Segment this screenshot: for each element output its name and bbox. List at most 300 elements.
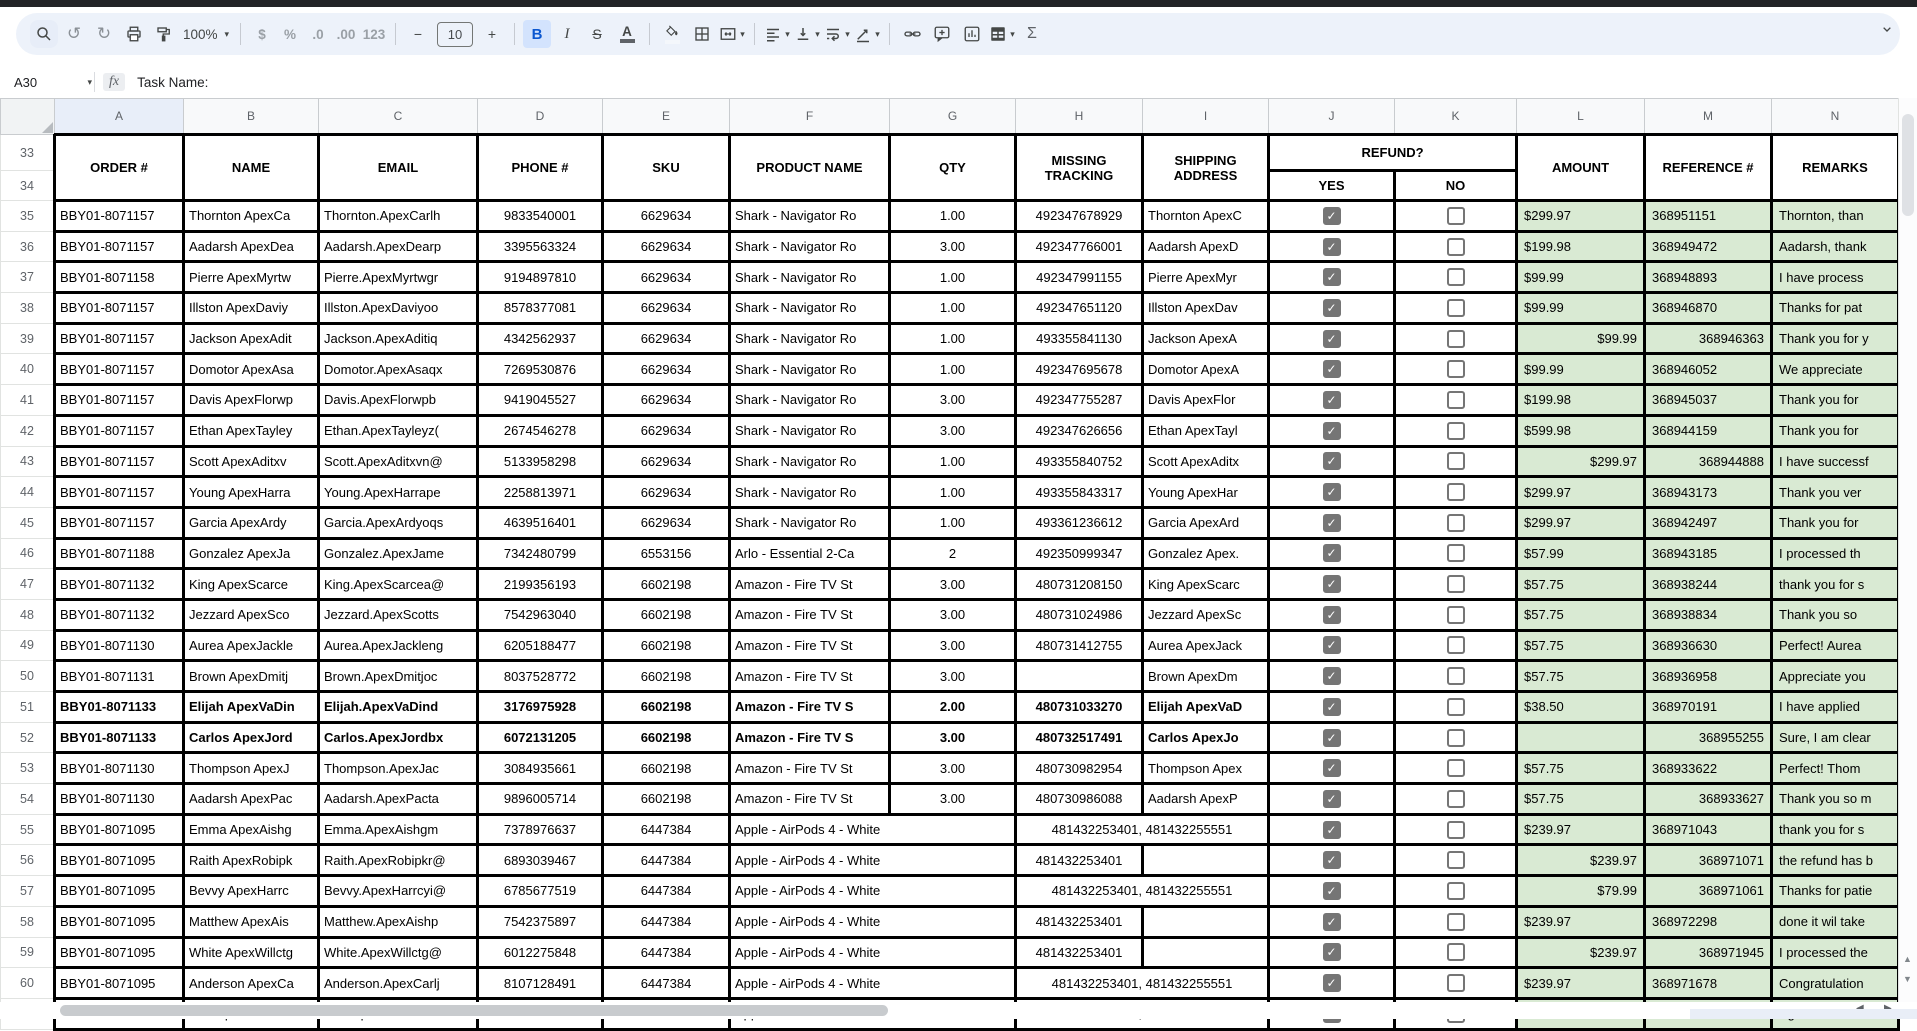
cell-qty[interactable]: 2 [890, 538, 1016, 569]
cell-sku[interactable]: 6629634 [603, 446, 730, 477]
checkbox-no[interactable] [1447, 974, 1465, 992]
cell-refund-yes[interactable] [1269, 753, 1395, 784]
cell-phone[interactable]: 7342480799 [478, 538, 603, 569]
cell-remarks[interactable]: Perfect! Thom [1772, 753, 1899, 784]
checkbox-yes[interactable]: ✓ [1323, 790, 1341, 808]
cell-amount[interactable]: $79.99 [1517, 876, 1645, 907]
cell-reference[interactable]: 368949472 [1645, 231, 1772, 262]
cell-product[interactable]: Shark - Navigator Ro [730, 446, 890, 477]
cell-sku[interactable]: 6629634 [603, 201, 730, 232]
cell-email[interactable]: Garcia.ApexArdyoqs [319, 507, 478, 538]
cell-product[interactable]: Amazon - Fire TV St [730, 569, 890, 600]
increase-decimal-icon[interactable]: .00 [336, 26, 356, 42]
cell-email[interactable]: Ethan.ApexTayleyz( [319, 415, 478, 446]
row-header-38[interactable]: 38 [1, 293, 55, 324]
checkbox-no[interactable] [1447, 790, 1465, 808]
cell-refund-yes[interactable] [1269, 876, 1395, 907]
cell-remarks[interactable]: Thank you for [1772, 507, 1899, 538]
cell-remarks[interactable]: Thanks for pat [1772, 293, 1899, 324]
checkbox-no[interactable] [1447, 636, 1465, 654]
row-header-41[interactable]: 41 [1, 385, 55, 416]
row-header-55[interactable]: 55 [1, 814, 55, 845]
cell-shipping[interactable]: Ethan ApexTayl [1143, 415, 1269, 446]
cell-shipping[interactable]: Elijah ApexVaD [1143, 692, 1269, 723]
cell-name[interactable]: Davis ApexFlorwp [184, 385, 319, 416]
cell-phone[interactable]: 9896005714 [478, 784, 603, 815]
horizontal-scrollbar-thumb[interactable] [60, 1005, 888, 1016]
cell-refund-no[interactable] [1395, 845, 1517, 876]
cell-refund-yes[interactable] [1269, 845, 1395, 876]
cell-phone[interactable]: 8037528772 [478, 661, 603, 692]
column-header-J[interactable]: J [1269, 99, 1395, 135]
cell-phone[interactable]: 6072131205 [478, 722, 603, 753]
cell-email[interactable]: Gonzalez.ApexJame [319, 538, 478, 569]
cell-email[interactable]: Young.ApexHarrape [319, 477, 478, 508]
column-header-N[interactable]: N [1772, 99, 1899, 135]
header-order[interactable]: ORDER # [55, 135, 184, 201]
checkbox-no[interactable] [1447, 913, 1465, 931]
cell-tracking[interactable]: 481432253401 [1016, 937, 1143, 968]
cell-refund-yes[interactable] [1269, 692, 1395, 723]
cell-phone[interactable]: 9833540001 [478, 201, 603, 232]
cell-qty[interactable]: 3.00 [890, 661, 1016, 692]
row-header-48[interactable]: 48 [1, 599, 55, 630]
cell-remarks[interactable]: I processed the [1772, 937, 1899, 968]
cell-tracking[interactable]: 480731208150 [1016, 569, 1143, 600]
header-name[interactable]: NAME [184, 135, 319, 201]
strikethrough-button[interactable] [583, 20, 611, 48]
cell-refund-yes[interactable] [1269, 201, 1395, 232]
cell-phone[interactable]: 6205188477 [478, 630, 603, 661]
cell-tracking[interactable]: 481432253401 [1016, 845, 1143, 876]
checkbox-yes[interactable]: ✓ [1323, 913, 1341, 931]
cell-refund-no[interactable] [1395, 722, 1517, 753]
cell-amount[interactable]: $199.98 [1517, 385, 1645, 416]
checkbox-yes[interactable]: ✓ [1323, 698, 1341, 716]
checkbox-no[interactable] [1447, 452, 1465, 470]
cell-qty[interactable]: 3.00 [890, 753, 1016, 784]
cell-order[interactable]: BBY01-8071095 [55, 845, 184, 876]
cell-shipping[interactable] [1143, 906, 1269, 937]
cell-product[interactable]: Shark - Navigator Ro [730, 262, 890, 293]
header-qty[interactable]: QTY [890, 135, 1016, 201]
cell-product[interactable]: Arlo - Essential 2-Ca [730, 538, 890, 569]
row-header-53[interactable]: 53 [1, 753, 55, 784]
cell-remarks[interactable]: We appreciate [1772, 354, 1899, 385]
row-header-58[interactable]: 58 [1, 906, 55, 937]
cell-remarks[interactable]: Perfect! Aurea [1772, 630, 1899, 661]
checkbox-yes[interactable]: ✓ [1323, 606, 1341, 624]
cell-email[interactable]: Illston.ApexDaviyoo [319, 293, 478, 324]
cell-product[interactable]: Apple - AirPods 4 - White [730, 814, 1016, 845]
cell-product[interactable]: Apple - AirPods 4 - White [730, 937, 1016, 968]
cell-sku[interactable]: 6602198 [603, 661, 730, 692]
checkbox-yes[interactable]: ✓ [1323, 729, 1341, 747]
cell-order[interactable]: BBY01-8071131 [55, 661, 184, 692]
header-no[interactable]: NO [1395, 171, 1517, 201]
cell-refund-yes[interactable] [1269, 415, 1395, 446]
cell-amount[interactable]: $57.75 [1517, 630, 1645, 661]
cell-sku[interactable]: 6447384 [603, 845, 730, 876]
cell-tracking[interactable]: 492347991155 [1016, 262, 1143, 293]
redo-icon[interactable]: ↻ [96, 24, 112, 43]
cell-amount[interactable]: $57.75 [1517, 784, 1645, 815]
cell-reference[interactable]: 368971071 [1645, 845, 1772, 876]
cell-email[interactable]: Davis.ApexFlorwpb [319, 385, 478, 416]
cell-phone[interactable]: 2199356193 [478, 569, 603, 600]
cell-name[interactable]: Thornton ApexCa [184, 201, 319, 232]
cell-refund-no[interactable] [1395, 415, 1517, 446]
header-email[interactable]: EMAIL [319, 135, 478, 201]
header-shipping[interactable]: SHIPPING ADDRESS [1143, 135, 1269, 201]
cell-reference[interactable]: 368933627 [1645, 784, 1772, 815]
cell-name[interactable]: Aadarsh ApexPac [184, 784, 319, 815]
cell-reference[interactable]: 368933622 [1645, 753, 1772, 784]
cell-shipping[interactable]: Pierre ApexMyr [1143, 262, 1269, 293]
row-header-54[interactable]: 54 [1, 784, 55, 815]
header-tracking[interactable]: MISSING TRACKING [1016, 135, 1143, 201]
cell-tracking[interactable]: 480732517491 [1016, 722, 1143, 753]
cell-refund-yes[interactable] [1269, 814, 1395, 845]
cell-refund-no[interactable] [1395, 753, 1517, 784]
cell-order[interactable]: BBY01-8071157 [55, 354, 184, 385]
cell-refund-no[interactable] [1395, 385, 1517, 416]
cell-refund-yes[interactable] [1269, 507, 1395, 538]
cell-refund-no[interactable] [1395, 814, 1517, 845]
cell-email[interactable]: Anderson.ApexCarlj [319, 968, 478, 999]
cell-tracking[interactable]: 481432253401 [1016, 906, 1143, 937]
checkbox-no[interactable] [1447, 943, 1465, 961]
cell-qty[interactable]: 1.00 [890, 507, 1016, 538]
cell-reference[interactable]: 368944888 [1645, 446, 1772, 477]
header-remarks[interactable]: REMARKS [1772, 135, 1899, 201]
cell-name[interactable]: Gonzalez ApexJa [184, 538, 319, 569]
cell-reference[interactable]: 368943185 [1645, 538, 1772, 569]
cell-sku[interactable]: 6447384 [603, 876, 730, 907]
cell-shipping[interactable]: Gonzalez Apex. [1143, 538, 1269, 569]
cell-order[interactable]: BBY01-8071157 [55, 385, 184, 416]
cell-refund-no[interactable] [1395, 262, 1517, 293]
cell-amount[interactable]: $57.75 [1517, 569, 1645, 600]
cell-sku[interactable]: 6629634 [603, 415, 730, 446]
cell-refund-yes[interactable] [1269, 599, 1395, 630]
cell-product[interactable]: Apple - AirPods 4 - White [730, 876, 1016, 907]
cell-tracking[interactable]: 492347678929 [1016, 201, 1143, 232]
cell-name[interactable]: Pierre ApexMyrtw [184, 262, 319, 293]
merge-cells-icon[interactable] [718, 20, 746, 48]
increase-font-size-button[interactable]: + [487, 26, 497, 42]
checkbox-yes[interactable]: ✓ [1323, 759, 1341, 777]
row-header-36[interactable]: 36 [1, 231, 55, 262]
cell-remarks[interactable]: I processed th [1772, 538, 1899, 569]
cell-product[interactable]: Amazon - Fire TV St [730, 753, 890, 784]
vertical-scrollbar-thumb[interactable] [1902, 114, 1914, 216]
cell-remarks[interactable]: I have applied [1772, 692, 1899, 723]
cell-name[interactable]: Emma ApexAishg [184, 814, 319, 845]
cell-refund-yes[interactable] [1269, 722, 1395, 753]
toolbar-collapse-icon[interactable] [1879, 21, 1895, 42]
cell-shipping[interactable]: Illston ApexDav [1143, 293, 1269, 324]
cell-order[interactable]: BBY01-8071095 [55, 876, 184, 907]
cell-product[interactable]: Shark - Navigator Ro [730, 385, 890, 416]
cell-remarks[interactable]: Sure, I am clear [1772, 722, 1899, 753]
cell-refund-no[interactable] [1395, 968, 1517, 999]
checkbox-no[interactable] [1447, 483, 1465, 501]
cell-qty[interactable]: 1.00 [890, 293, 1016, 324]
cell-reference[interactable]: 368946052 [1645, 354, 1772, 385]
header-phone[interactable]: PHONE # [478, 135, 603, 201]
cell-order[interactable]: BBY01-8071095 [55, 968, 184, 999]
cell-refund-no[interactable] [1395, 906, 1517, 937]
table-icon[interactable] [988, 20, 1016, 48]
cell-name[interactable]: Brown ApexDmitj [184, 661, 319, 692]
cell-shipping[interactable]: Young ApexHar [1143, 477, 1269, 508]
cell-phone[interactable]: 9419045527 [478, 385, 603, 416]
cell-name[interactable]: Anderson ApexCa [184, 968, 319, 999]
cell-sku[interactable]: 6553156 [603, 538, 730, 569]
cell-phone[interactable]: 2674546278 [478, 415, 603, 446]
checkbox-no[interactable] [1447, 299, 1465, 317]
cell-phone[interactable]: 9194897810 [478, 262, 603, 293]
checkbox-yes[interactable]: ✓ [1323, 452, 1341, 470]
cell-name[interactable]: Thompson ApexJ [184, 753, 319, 784]
bold-button[interactable]: B [523, 20, 551, 48]
cell-email[interactable]: Brown.ApexDmitjoc [319, 661, 478, 692]
cell-tracking[interactable]: 493355841130 [1016, 323, 1143, 354]
insert-comment-icon[interactable] [928, 20, 956, 48]
select-all-corner[interactable] [1, 99, 55, 135]
cell-email[interactable]: Jackson.ApexAditiq [319, 323, 478, 354]
text-color-button[interactable] [613, 20, 641, 48]
cell-tracking[interactable]: 492347755287 [1016, 385, 1143, 416]
header-yes[interactable]: YES [1269, 171, 1395, 201]
cell-order[interactable]: BBY01-8071130 [55, 630, 184, 661]
cell-amount[interactable]: $599.98 [1517, 415, 1645, 446]
cell-remarks[interactable]: Thank you for y [1772, 323, 1899, 354]
cell-name[interactable]: Ethan ApexTayley [184, 415, 319, 446]
cell-shipping[interactable]: Jezzard ApexSc [1143, 599, 1269, 630]
cell-reference[interactable]: 368936958 [1645, 661, 1772, 692]
cell-phone[interactable]: 6893039467 [478, 845, 603, 876]
cell-amount[interactable]: $299.97 [1517, 507, 1645, 538]
cell-tracking[interactable]: 480730986088 [1016, 784, 1143, 815]
print-icon[interactable] [120, 20, 148, 48]
column-header-M[interactable]: M [1645, 99, 1772, 135]
cell-refund-no[interactable] [1395, 354, 1517, 385]
cell-amount[interactable]: $99.99 [1517, 293, 1645, 324]
cell-sku[interactable]: 6447384 [603, 937, 730, 968]
cell-product[interactable]: Shark - Navigator Ro [730, 293, 890, 324]
cell-phone[interactable]: 6012275848 [478, 937, 603, 968]
header-product[interactable]: PRODUCT NAME [730, 135, 890, 201]
cell-name[interactable]: Raith ApexRobipk [184, 845, 319, 876]
cell-email[interactable]: Matthew.ApexAishp [319, 906, 478, 937]
cell-tracking[interactable]: 481432253401, 481432255551 [1016, 968, 1269, 999]
cell-amount[interactable]: $239.97 [1517, 845, 1645, 876]
cell-reference[interactable]: 368938834 [1645, 599, 1772, 630]
cell-product[interactable]: Amazon - Fire TV St [730, 630, 890, 661]
cell-amount[interactable] [1517, 722, 1645, 753]
cell-refund-yes[interactable] [1269, 354, 1395, 385]
cell-refund-no[interactable] [1395, 507, 1517, 538]
cell-order[interactable]: BBY01-8071132 [55, 599, 184, 630]
cell-reference[interactable]: 368971678 [1645, 968, 1772, 999]
checkbox-no[interactable] [1447, 606, 1465, 624]
checkbox-no[interactable] [1447, 544, 1465, 562]
cell-shipping[interactable]: King ApexScarc [1143, 569, 1269, 600]
cell-product[interactable]: Shark - Navigator Ro [730, 201, 890, 232]
cell-shipping[interactable]: Carlos ApexJo [1143, 722, 1269, 753]
cell-reference[interactable]: 368942497 [1645, 507, 1772, 538]
column-header-E[interactable]: E [603, 99, 730, 135]
cell-shipping[interactable]: Brown ApexDm [1143, 661, 1269, 692]
row-header-60[interactable]: 60 [1, 968, 55, 999]
cell-order[interactable]: BBY01-8071130 [55, 784, 184, 815]
cell-email[interactable]: Domotor.ApexAsaqx [319, 354, 478, 385]
cell-remarks[interactable]: the refund has b [1772, 845, 1899, 876]
cell-qty[interactable]: 2.00 [890, 692, 1016, 723]
row-header-51[interactable]: 51 [1, 692, 55, 723]
cell-order[interactable]: BBY01-8071133 [55, 692, 184, 723]
cell-amount[interactable]: $239.97 [1517, 937, 1645, 968]
cell-tracking[interactable]: 493355840752 [1016, 446, 1143, 477]
cell-refund-yes[interactable] [1269, 569, 1395, 600]
cell-amount[interactable]: $239.97 [1517, 968, 1645, 999]
checkbox-no[interactable] [1447, 238, 1465, 256]
undo-icon[interactable]: ↺ [66, 24, 82, 43]
cell-tracking[interactable]: 493355843317 [1016, 477, 1143, 508]
row-header-59[interactable]: 59 [1, 937, 55, 968]
cell-tracking[interactable]: 481432253401, 481432255551 [1016, 876, 1269, 907]
cell-refund-no[interactable] [1395, 201, 1517, 232]
cell-sku[interactable]: 6629634 [603, 323, 730, 354]
cell-refund-no[interactable] [1395, 293, 1517, 324]
cell-sku[interactable]: 6629634 [603, 507, 730, 538]
checkbox-yes[interactable]: ✓ [1323, 851, 1341, 869]
cell-sku[interactable]: 6447384 [603, 814, 730, 845]
row-header-44[interactable]: 44 [1, 477, 55, 508]
cell-amount[interactable]: $239.97 [1517, 814, 1645, 845]
cell-shipping[interactable]: Thornton ApexC [1143, 201, 1269, 232]
decrease-font-size-button[interactable]: − [413, 26, 423, 42]
checkbox-yes[interactable]: ✓ [1323, 330, 1341, 348]
cell-refund-yes[interactable] [1269, 477, 1395, 508]
checkbox-yes[interactable]: ✓ [1323, 882, 1341, 900]
cell-email[interactable]: Carlos.ApexJordbx [319, 722, 478, 753]
cell-remarks[interactable]: Appreciate you [1772, 661, 1899, 692]
cell-phone[interactable]: 3176975928 [478, 692, 603, 723]
cell-refund-yes[interactable] [1269, 937, 1395, 968]
cell-refund-yes[interactable] [1269, 630, 1395, 661]
cell-remarks[interactable]: Thank you so m [1772, 784, 1899, 815]
cell-sku[interactable]: 6602198 [603, 569, 730, 600]
cell-amount[interactable]: $57.75 [1517, 661, 1645, 692]
cell-reference[interactable]: 368944159 [1645, 415, 1772, 446]
cell-refund-no[interactable] [1395, 876, 1517, 907]
cell-amount[interactable]: $99.99 [1517, 323, 1645, 354]
row-header-47[interactable]: 47 [1, 569, 55, 600]
cell-email[interactable]: Elijah.ApexVaDind [319, 692, 478, 723]
cell-sku[interactable]: 6447384 [603, 968, 730, 999]
cell-qty[interactable]: 3.00 [890, 231, 1016, 262]
row-header-39[interactable]: 39 [1, 323, 55, 354]
cell-remarks[interactable]: Thornton, than [1772, 201, 1899, 232]
cell-name[interactable]: Jackson ApexAdit [184, 323, 319, 354]
text-wrap-icon[interactable] [823, 20, 851, 48]
cell-qty[interactable]: 3.00 [890, 630, 1016, 661]
cell-product[interactable]: Shark - Navigator Ro [730, 354, 890, 385]
cell-qty[interactable]: 1.00 [890, 354, 1016, 385]
search-icon[interactable] [30, 20, 58, 48]
checkbox-no[interactable] [1447, 882, 1465, 900]
checkbox-no[interactable] [1447, 330, 1465, 348]
name-box[interactable] [0, 66, 92, 98]
cell-refund-yes[interactable] [1269, 906, 1395, 937]
cell-order[interactable]: BBY01-8071157 [55, 201, 184, 232]
cell-remarks[interactable]: Thank you ver [1772, 477, 1899, 508]
cell-order[interactable]: BBY01-8071130 [55, 753, 184, 784]
cell-order[interactable]: BBY01-8071157 [55, 231, 184, 262]
cell-sku[interactable]: 6629634 [603, 231, 730, 262]
cell-refund-no[interactable] [1395, 323, 1517, 354]
cell-product[interactable]: Amazon - Fire TV S [730, 722, 890, 753]
row-header-46[interactable]: 46 [1, 538, 55, 569]
cell-qty[interactable]: 1.00 [890, 201, 1016, 232]
cell-sku[interactable]: 6629634 [603, 354, 730, 385]
cell-remarks[interactable]: Congratulation [1772, 968, 1899, 999]
cell-refund-no[interactable] [1395, 569, 1517, 600]
cell-refund-no[interactable] [1395, 661, 1517, 692]
cell-phone[interactable]: 5133958298 [478, 446, 603, 477]
checkbox-yes[interactable]: ✓ [1323, 974, 1341, 992]
cell-tracking[interactable]: 492347651120 [1016, 293, 1143, 324]
cell-email[interactable]: Aurea.ApexJackleng [319, 630, 478, 661]
cell-product[interactable]: Amazon - Fire TV St [730, 599, 890, 630]
header-reference[interactable]: REFERENCE # [1645, 135, 1772, 201]
checkbox-yes[interactable]: ✓ [1323, 636, 1341, 654]
cell-remarks[interactable]: Thank you for [1772, 415, 1899, 446]
cell-refund-no[interactable] [1395, 937, 1517, 968]
checkbox-yes[interactable]: ✓ [1323, 575, 1341, 593]
cell-name[interactable]: Elijah ApexVaDin [184, 692, 319, 723]
cell-remarks[interactable]: I have successf [1772, 446, 1899, 477]
cell-sku[interactable]: 6602198 [603, 753, 730, 784]
cell-refund-yes[interactable] [1269, 661, 1395, 692]
zoom-select[interactable] [180, 20, 232, 48]
cell-shipping[interactable]: Aadarsh ApexP [1143, 784, 1269, 815]
cell-name[interactable]: Garcia ApexArdy [184, 507, 319, 538]
checkbox-no[interactable] [1447, 514, 1465, 532]
cell-qty[interactable]: 3.00 [890, 784, 1016, 815]
cell-remarks[interactable]: I have process [1772, 262, 1899, 293]
cell-order[interactable]: BBY01-8071095 [55, 814, 184, 845]
checkbox-yes[interactable]: ✓ [1323, 207, 1341, 225]
cell-sku[interactable]: 6602198 [603, 784, 730, 815]
vertical-align-icon[interactable] [793, 20, 821, 48]
borders-icon[interactable] [688, 20, 716, 48]
cell-amount[interactable]: $57.75 [1517, 753, 1645, 784]
cell-amount[interactable]: $299.97 [1517, 446, 1645, 477]
cell-qty[interactable]: 1.00 [890, 477, 1016, 508]
functions-icon[interactable]: Σ [1027, 25, 1037, 42]
cell-remarks[interactable]: Aadarsh, thank [1772, 231, 1899, 262]
row-header-33[interactable]: 33 [1, 135, 55, 171]
formula-input[interactable]: Task Name: [137, 74, 209, 90]
column-header-C[interactable]: C [319, 99, 478, 135]
cell-phone[interactable]: 7269530876 [478, 354, 603, 385]
cell-product[interactable]: Apple - AirPods 4 - White [730, 968, 1016, 999]
row-header-56[interactable]: 56 [1, 845, 55, 876]
